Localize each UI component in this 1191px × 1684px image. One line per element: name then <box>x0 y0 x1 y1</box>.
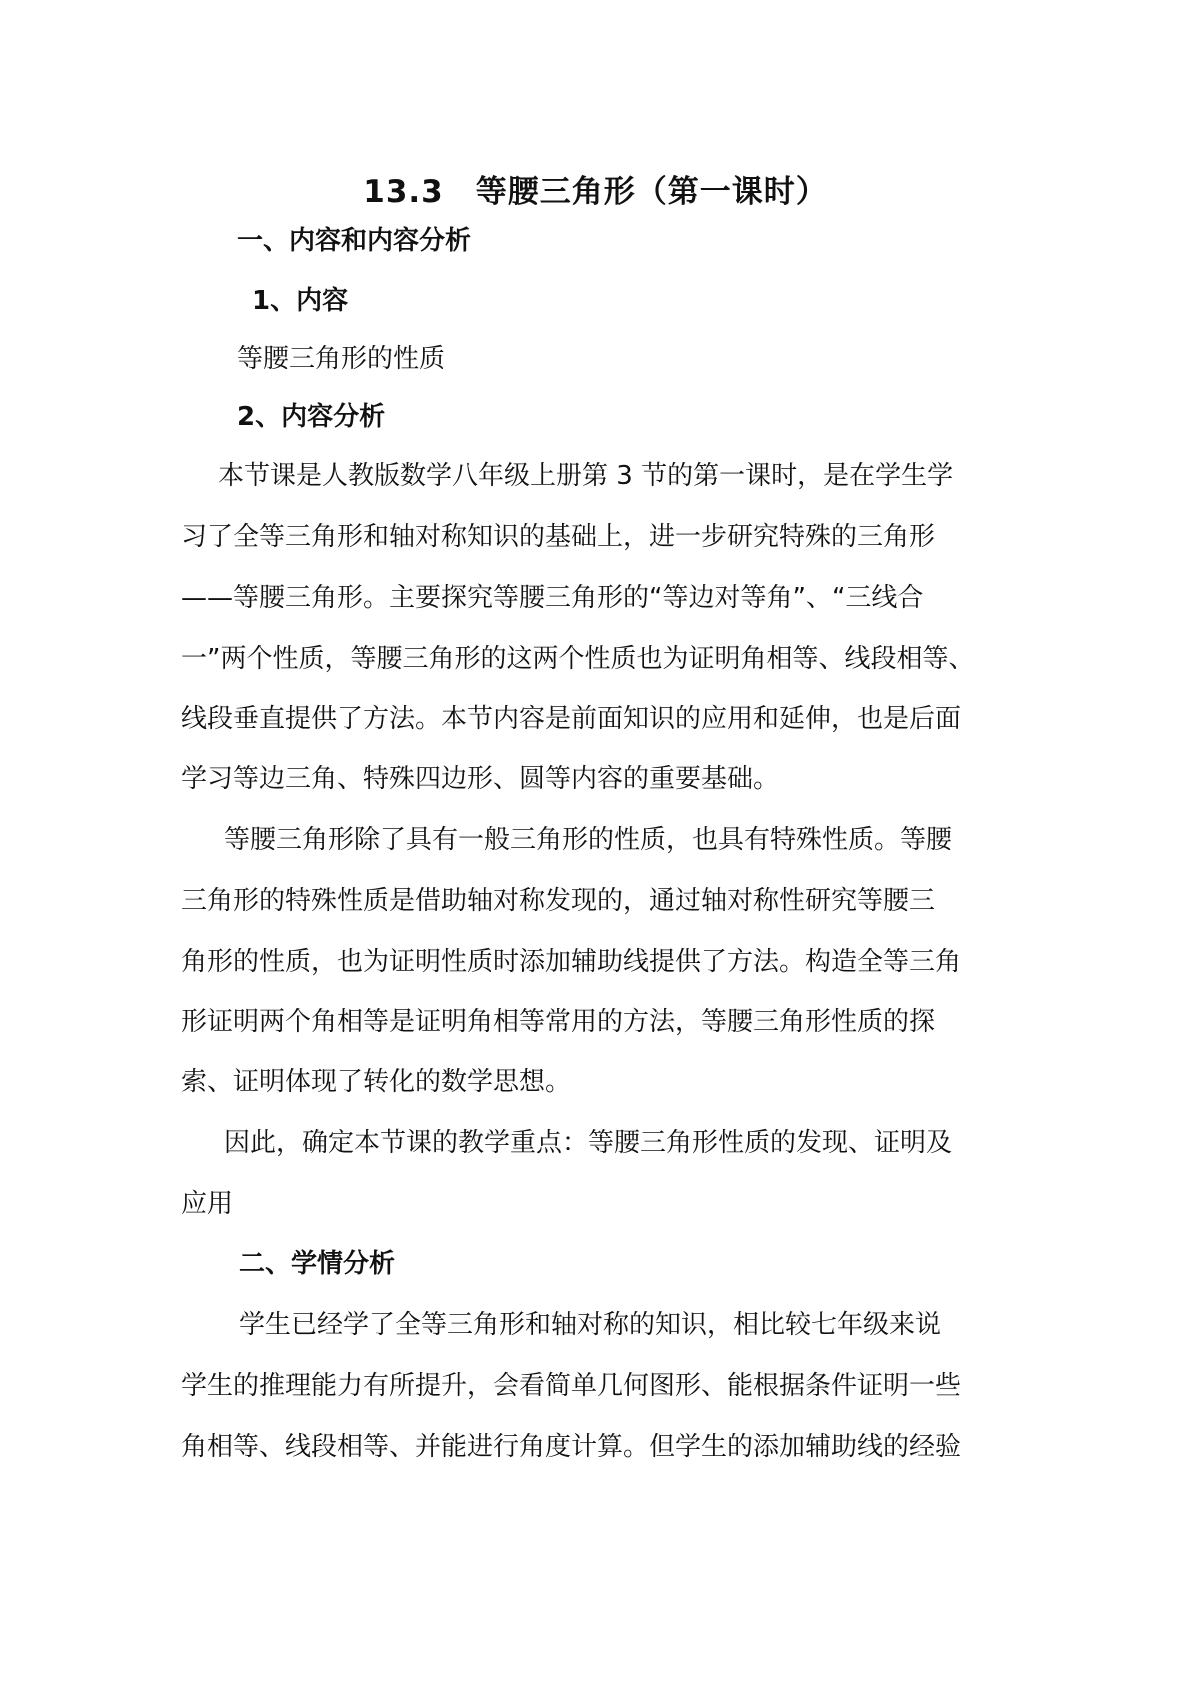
section-heading-student-analysis: 二、学情分析 <box>239 1249 396 1279</box>
paragraph-line: 角相等、线段相等、并能进行角度计算。但学生的添加辅助线的经验 <box>181 1432 962 1462</box>
section-heading-content-analysis: 一、内容和内容分析 <box>237 226 472 256</box>
paragraph-line: 形证明两个角相等是证明角相等常用的方法，等腰三角形性质的探 <box>181 1007 936 1037</box>
paragraph-line: 学生已经学了全等三角形和轴对称的知识，相比较七年级来说 <box>239 1310 942 1340</box>
paragraph-line: 因此，确定本节课的教学重点：等腰三角形性质的发现、证明及 <box>224 1128 953 1158</box>
paragraph-line: 一”两个性质，等腰三角形的这两个性质也为证明角相等、线段相等、 <box>181 644 975 674</box>
paragraph-line: 习了全等三角形和轴对称知识的基础上，进一步研究特殊的三角形 <box>181 522 936 552</box>
subsection-heading-content: 1、内容 <box>252 286 349 316</box>
paragraph-line: ——等腰三角形。主要探究等腰三角形的“等边对等角”、“三线合 <box>181 583 924 613</box>
paragraph-line: 学习等边三角、特殊四边形、圆等内容的重要基础。 <box>181 764 780 794</box>
paragraph-line: 等腰三角形除了具有一般三角形的性质，也具有特殊性质。等腰 <box>224 825 953 855</box>
paragraph-line: 本节课是人教版数学八年级上册第 3 节的第一课时，是在学生学 <box>218 461 954 491</box>
subsection-heading-analysis: 2、内容分析 <box>237 402 386 432</box>
content-text: 等腰三角形的性质 <box>237 344 446 374</box>
paragraph-line: 学生的推理能力有所提升，会看简单几何图形、能根据条件证明一些 <box>181 1371 962 1401</box>
paragraph-line: 线段垂直提供了方法。本节内容是前面知识的应用和延伸，也是后面 <box>181 704 962 734</box>
paragraph-line: 索、证明体现了转化的数学思想。 <box>181 1067 572 1097</box>
paragraph-line: 应用 <box>181 1189 234 1219</box>
paragraph-line: 角形的性质，也为证明性质时添加辅助线提供了方法。构造全等三角 <box>181 947 962 977</box>
page-title: 13.3 等腰三角形（第一课时） <box>363 174 828 210</box>
paragraph-line: 三角形的特殊性质是借助轴对称发现的，通过轴对称性研究等腰三 <box>181 886 936 916</box>
